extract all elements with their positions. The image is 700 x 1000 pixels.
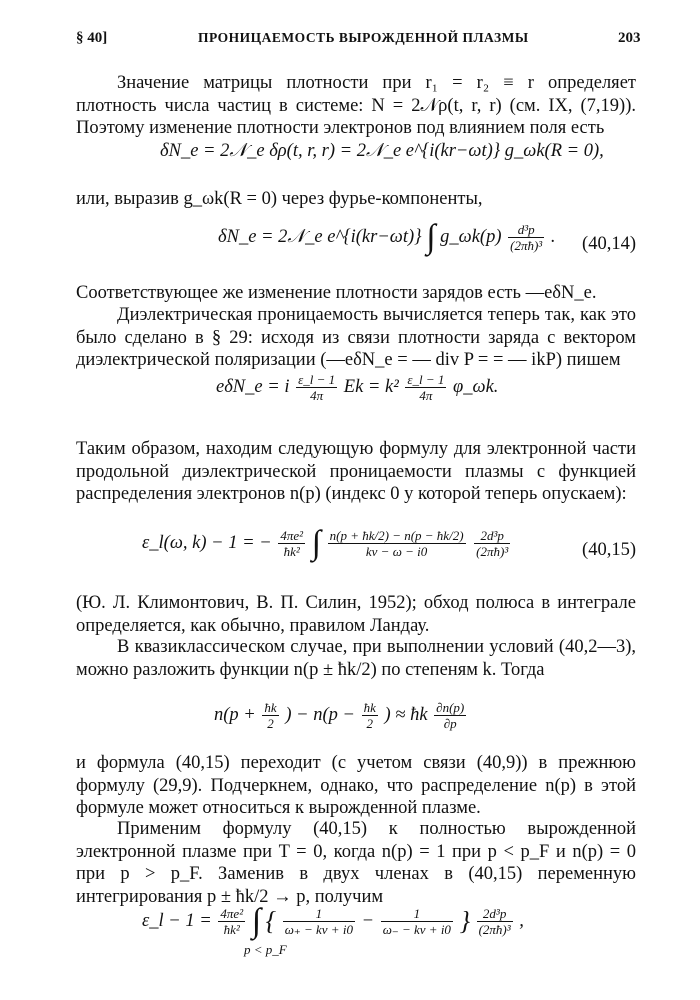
equation-number-40-14: (40,14) <box>582 234 636 254</box>
eq-deg-f2-num: 1 <box>283 906 355 922</box>
eq-exp-f3-num: ∂n(p) <box>436 700 465 715</box>
eq-40-15-f3-num: 2d³p <box>474 528 510 544</box>
eq-pol-f1-num: ε_l − 1 <box>298 372 336 387</box>
fraction <box>278 528 305 559</box>
eq-40-15-f3-den: (2πħ)³ <box>476 544 509 559</box>
paragraph-quasiclassical: В квазиклассическом случае, при выполнении условий (40,2—3), можно разложить функции n(p ± ħk/2) по степеням k. Тогда <box>76 637 636 680</box>
paragraph-dielectric: Диэлектрическая проницаемость вычисляется теперь так, как это было сделано в § 29: исходя из связи плотности заряда с вектором диэлектрической поляризации (—eδN_e = — div P = = — ikP) пишем <box>76 305 636 370</box>
fraction <box>508 222 544 253</box>
integral-sign: ∫ <box>251 902 262 940</box>
equation-40-14 <box>76 218 636 266</box>
eq-40-15-f1-num: 4πe² <box>280 528 304 543</box>
eq-40-14-left: δN_e = 2𝒩_e e^{i(kr−ωt)} <box>218 226 422 247</box>
eq-exp-left: n(p + <box>214 704 256 725</box>
eq-40-15-left: ε_l(ω, k) − 1 = − <box>142 532 272 553</box>
equation-polarization <box>76 372 636 416</box>
fraction <box>328 528 466 559</box>
eq-exp-f1-den: 2 <box>267 716 274 731</box>
fraction <box>218 906 245 937</box>
integral-sign: ∫ <box>311 524 321 562</box>
eq-40-14-integrand: g_ωk(p) <box>440 226 502 247</box>
eq-40-15-f1-den: ħk² <box>283 544 300 559</box>
fraction <box>381 906 453 937</box>
integral-sign: ∫ <box>426 218 436 256</box>
eq-deg-f4-num: 2d³p <box>477 906 513 922</box>
paragraph-electron-part: Таким образом, находим следующую формулу для электронной части продольной диэлектрической проницаемости плазмы с функцией распределения электронов n(p) (индекс 0 у которой теперь опускаем): <box>76 439 636 504</box>
fraction <box>405 372 446 403</box>
eq-pol-f2-num: ε_l − 1 <box>407 372 445 387</box>
left-brace: { <box>265 906 277 936</box>
equation-number-40-15: (40,15) <box>582 540 636 560</box>
paragraph-density-matrix: Значение матрицы плотности при r₁ = r₂ ≡ r определяет плотность числа частиц в системе: N = 2𝒩ρ(t, r, r) (см. IX, (7,19)). Поэтому изменение плотности электронов под влиянием поля есть <box>76 73 636 138</box>
eq-exp-f3-den: ∂p <box>443 716 457 731</box>
eq-deg-f4-den: (2πħ)³ <box>478 922 511 937</box>
equation-40-15 <box>76 524 636 572</box>
equation-delta-ne <box>160 140 640 184</box>
eq-40-14-tail: . <box>550 226 556 247</box>
eq-pol-f2-den: 4π <box>419 388 433 403</box>
eq-pol-right: φ_ωk. <box>453 376 499 397</box>
minus-sign: − <box>361 910 375 931</box>
eq-deg-f1-num: 4πe² <box>220 906 244 921</box>
eq-40-15-f2-num: n(p + ħk/2) − n(p − ħk/2) <box>329 528 464 543</box>
integral-limit: p < p_F <box>244 942 287 957</box>
eq-pol-mid: Ek = k² <box>343 376 399 397</box>
eq-40-14-frac-num: d³p <box>508 222 544 238</box>
fraction <box>262 700 278 731</box>
paragraph-formula-transition: и формула (40,15) переходит (с учетом связи (40,9)) в прежнюю формулу (29,9). Подчеркнем, однако, что распределение n(p) в этой формуле может относиться к вырожденной плазме. <box>76 753 636 818</box>
eq-pol-left: eδN_e = i <box>216 376 290 397</box>
section-marker: § 40] <box>76 30 108 46</box>
equation-delta-ne-text: δN_e = 2𝒩_e δρ(t, r, r) = 2𝒩_e e^{i(kr−ωt)} g_ωk(R = 0), <box>160 141 604 161</box>
paragraph-charge-density: Соответствующее же изменение плотности зарядов есть —eδN_e. <box>76 283 597 303</box>
eq-deg-f3-den: ω₋ − kv + i0 <box>382 922 451 937</box>
eq-40-15-f2-den: kv − ω − i0 <box>365 544 428 559</box>
equation-expansion <box>76 700 636 744</box>
fraction <box>477 906 513 937</box>
fraction <box>283 906 355 937</box>
eq-exp-mid: ) − n(p − <box>285 704 355 725</box>
eq-40-14-frac-den: (2πħ)³ <box>510 238 543 253</box>
right-brace: } <box>459 906 470 936</box>
running-title: ПРОНИЦАЕМОСТЬ ВЫРОЖДЕННОЙ ПЛАЗМЫ <box>198 30 529 45</box>
eq-pol-f1-den: 4π <box>310 388 324 403</box>
eq-deg-tail: , <box>519 910 524 931</box>
eq-exp-right: ) ≈ ħk <box>384 704 428 725</box>
paragraph-degenerate: Применим формулу (40,15) к полностью вырожденной электронной плазме при T = 0, когда n(p) = 1 при p < p_F и n(p) = 0 при p > p_F. Заменив в двух членах в (40,15) переменную интегрирования p ± ħk/2 → p, получим <box>76 819 636 907</box>
fraction <box>296 372 337 403</box>
paragraph-citation: (Ю. Л. Климонтович, В. П. Силин, 1952); обход полюса в интеграле определяется, как обычно, правилом Ландау. <box>76 593 636 636</box>
eq-deg-f1-den: ħk² <box>223 922 240 937</box>
eq-exp-f2-den: 2 <box>366 716 373 731</box>
page-number: 203 <box>618 30 641 46</box>
eq-deg-f2-den: ω₊ − kv + i0 <box>284 922 353 937</box>
eq-deg-left: ε_l − 1 = <box>142 910 212 931</box>
eq-exp-f2-num: ħk <box>363 700 376 715</box>
fraction <box>434 700 466 731</box>
paragraph-fourier: или, выразив g_ωk(R = 0) через фурье-компоненты, <box>76 189 483 209</box>
fraction <box>362 700 378 731</box>
fraction <box>474 528 510 559</box>
eq-exp-f1-num: ħk <box>264 700 277 715</box>
eq-deg-f3-num: 1 <box>381 906 453 922</box>
equation-degenerate-eps <box>76 902 636 966</box>
